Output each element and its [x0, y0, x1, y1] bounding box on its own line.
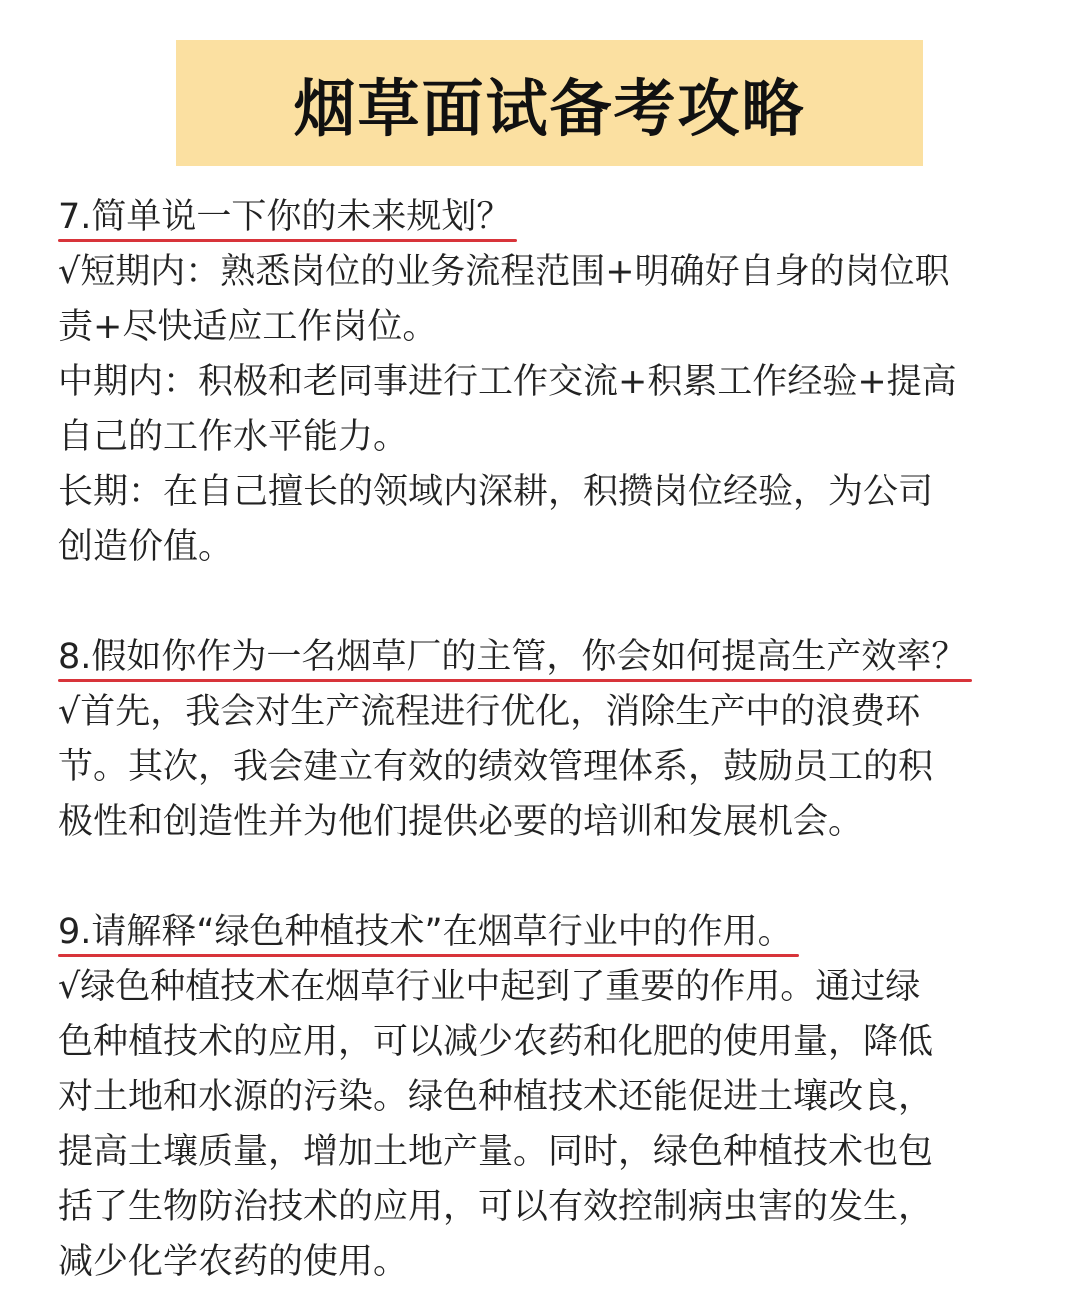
section-spacer [58, 575, 1022, 630]
answer-line: 长期：在自己擅长的领域内深耕，积攒岗位经验，为公司 [58, 472, 934, 512]
answer-line: 创造价值。 [58, 527, 234, 567]
answer-line: 色种植技术的应用，可以减少农药和化肥的使用量，降低 [58, 1022, 934, 1062]
answer-line: 提高土壤质量，增加土地产量。同时，绿色种植技术也包 [58, 1132, 934, 1172]
answer-line: 对土地和水源的污染。绿色种植技术还能促进土壤改良， [58, 1077, 934, 1117]
answer-line: 括了生物防治技术的应用，可以有效控制病虫害的发生， [58, 1187, 934, 1227]
qa-section-9 [58, 905, 1022, 1290]
answer-line: 减少化学农药的使用。 [58, 1242, 409, 1282]
answer-line: 责+尽快适应工作岗位。 [58, 307, 438, 347]
answer-line: √短期内：熟悉岗位的业务流程范围+明确好自身的岗位职 [58, 252, 950, 292]
answer-line: 节。其次，我会建立有效的绩效管理体系，鼓励员工的积 [58, 747, 934, 787]
question-heading: 9.请解释“绿色种植技术”在烟草行业中的作用。 [58, 905, 793, 960]
answer-line: 自己的工作水平能力。 [58, 417, 409, 457]
question-heading: 7.简单说一下你的未来规划？ [58, 190, 511, 245]
answer-line: 中期内：积极和老同事进行工作交流+积累工作经验+提高 [58, 362, 957, 402]
answer-line: 极性和创造性并为他们提供必要的培训和发展机会。 [58, 802, 864, 842]
content-body [58, 190, 1022, 1290]
question-heading: 8.假如你作为一名烟草厂的主管，你会如何提高生产效率？ [58, 630, 966, 685]
answer-line: √首先，我会对生产流程进行优化，消除生产中的浪费环 [58, 692, 921, 732]
section-spacer [58, 850, 1022, 905]
qa-section-8 [58, 630, 1022, 850]
qa-section-7 [58, 190, 1022, 575]
page-title: 烟草面试备考攻略 [293, 71, 806, 145]
answer-line: √绿色种植技术在烟草行业中起到了重要的作用。通过绿 [58, 967, 921, 1007]
title-banner [176, 40, 923, 166]
